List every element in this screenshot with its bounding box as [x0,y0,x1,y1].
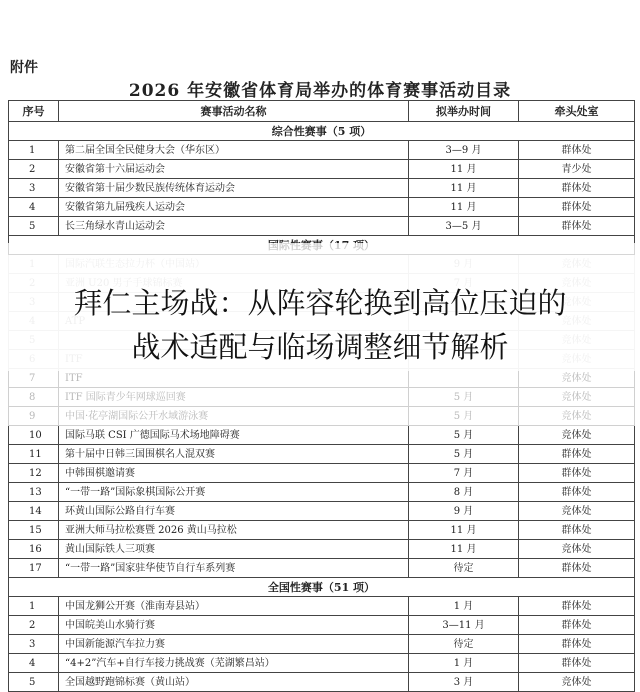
event-time: 待定 [409,635,519,654]
row-number: 15 [9,521,59,540]
lead-office: 群体处 [519,217,635,236]
event-time: 3—11 月 [409,616,519,635]
row-number: 2 [9,616,59,635]
event-name: 中韩围棋邀请赛 [59,464,409,483]
lead-office: 群体处 [519,616,635,635]
row-number: 7 [9,369,59,388]
header-cell: 赛事活动名称 [59,101,409,122]
event-name: 环黄山国际公路自行车赛 [59,502,409,521]
headline-overlay [0,281,640,369]
row-number: 17 [9,559,59,578]
event-time: 5 月 [409,388,519,407]
row-number: 1 [9,597,59,616]
event-name: 亚洲大师马拉松赛暨 2026 黄山马拉松 [59,521,409,540]
lead-office: 竞体处 [519,426,635,445]
table-row [9,369,635,388]
table-row [9,179,635,198]
table-row [9,160,635,179]
annex-label: 附件 [10,60,38,76]
row-number: 10 [9,426,59,445]
table-row [9,616,635,635]
row-number: 5 [9,217,59,236]
lead-office: 群体处 [519,445,635,464]
event-time: 3—9 月 [409,141,519,160]
event-time: 3—5 月 [409,217,519,236]
row-number: 4 [9,654,59,673]
lead-office: 群体处 [519,141,635,160]
event-time [409,369,519,388]
event-time: 3 月 [409,673,519,692]
row-number: 1 [9,141,59,160]
row-number: 13 [9,483,59,502]
lead-office: 群体处 [519,597,635,616]
table-row [9,654,635,673]
section-title: 全国性赛事（51 项） [9,578,635,597]
table-row [9,217,635,236]
lead-office: 群体处 [519,464,635,483]
lead-office: 竞体处 [519,388,635,407]
event-name: 安徽省第十六届运动会 [59,160,409,179]
header-cell: 牵头处室 [519,101,635,122]
header-cell: 拟举办时间 [409,101,519,122]
table-row [9,635,635,654]
lead-office: 群体处 [519,483,635,502]
row-number: 3 [9,179,59,198]
event-time: 8 月 [409,483,519,502]
event-time: 待定 [409,559,519,578]
event-name: 安徽省第九届残疾人运动会 [59,198,409,217]
section-header-row [9,578,635,597]
table-row [9,388,635,407]
event-time: 1 月 [409,597,519,616]
event-name: 中国皖美山水骑行赛 [59,616,409,635]
headline-line: 拜仁主场战：从阵容轮换到高位压迫的 [73,286,567,320]
table-row [9,673,635,692]
event-name: 安徽省第十届少数民族传统体育运动会 [59,179,409,198]
table-row [9,597,635,616]
table-row [9,141,635,160]
section-title: 综合性赛事（5 项） [9,122,635,141]
lead-office: 群体处 [519,635,635,654]
event-time: 5 月 [409,426,519,445]
event-name: 黄山国际铁人三项赛 [59,540,409,559]
event-time: 11 月 [409,540,519,559]
event-time: 5 月 [409,407,519,426]
lead-office: 群体处 [519,654,635,673]
headline-line: 战术适配与临场调整细节解析 [131,330,509,364]
event-time: 11 月 [409,198,519,217]
event-name: 长三角绿水青山运动会 [59,217,409,236]
lead-office: 竞体处 [519,502,635,521]
row-number: 5 [9,673,59,692]
row-number: 14 [9,502,59,521]
event-time: 11 月 [409,521,519,540]
event-name: 国际马联 CSI 广德国际马术场地障碍赛 [59,426,409,445]
table-row [9,426,635,445]
events-table [8,100,635,692]
lead-office: 群体处 [519,521,635,540]
table-row [9,198,635,217]
lead-office: 竞体处 [519,369,635,388]
table-row [9,540,635,559]
lead-office: 竞体处 [519,540,635,559]
event-time: 1 月 [409,654,519,673]
event-name: “4+2”汽车+自行车接力挑战赛（芜湖繁昌站） [59,654,409,673]
row-number: 9 [9,407,59,426]
row-number: 16 [9,540,59,559]
event-name: “一带一路”国际象棋国际公开赛 [59,483,409,502]
event-name: “一带一路”国家驻华使节自行车系列赛 [59,559,409,578]
table-row [9,407,635,426]
event-name: 中国·花亭湖国际公开水域游泳赛 [59,407,409,426]
row-number: 2 [9,160,59,179]
table-row [9,464,635,483]
event-name: 第二届全国全民健身大会（华东区） [59,141,409,160]
lead-office: 群体处 [519,198,635,217]
row-number: 4 [9,198,59,217]
lead-office: 群体处 [519,179,635,198]
event-time: 5 月 [409,445,519,464]
lead-office: 群体处 [519,559,635,578]
event-name: 中国龙狮公开赛（淮南寿县站） [59,597,409,616]
event-time: 11 月 [409,179,519,198]
event-time: 9 月 [409,502,519,521]
row-number: 8 [9,388,59,407]
event-name: 第十届中日韩三国围棋名人混双赛 [59,445,409,464]
row-number: 3 [9,635,59,654]
event-time: 7 月 [409,464,519,483]
event-name: ITF 国际青少年网球巡回赛 [59,388,409,407]
table-row [9,521,635,540]
event-name: 中国新能源汽车拉力赛 [59,635,409,654]
table-row [9,445,635,464]
table-header-row [9,101,635,122]
event-name: 全国越野跑锦标赛（黄山站） [59,673,409,692]
row-number: 12 [9,464,59,483]
table-row [9,483,635,502]
document-title: 2026 年安徽省体育局举办的体育赛事活动目录 [128,81,512,101]
event-time: 11 月 [409,160,519,179]
table-row [9,502,635,521]
lead-office: 青少处 [519,160,635,179]
section-header-row [9,122,635,141]
lead-office: 竞体处 [519,407,635,426]
event-name: ITF [59,369,409,388]
table-row [9,559,635,578]
header-cell: 序号 [9,101,59,122]
lead-office: 竞体处 [519,673,635,692]
row-number: 11 [9,445,59,464]
